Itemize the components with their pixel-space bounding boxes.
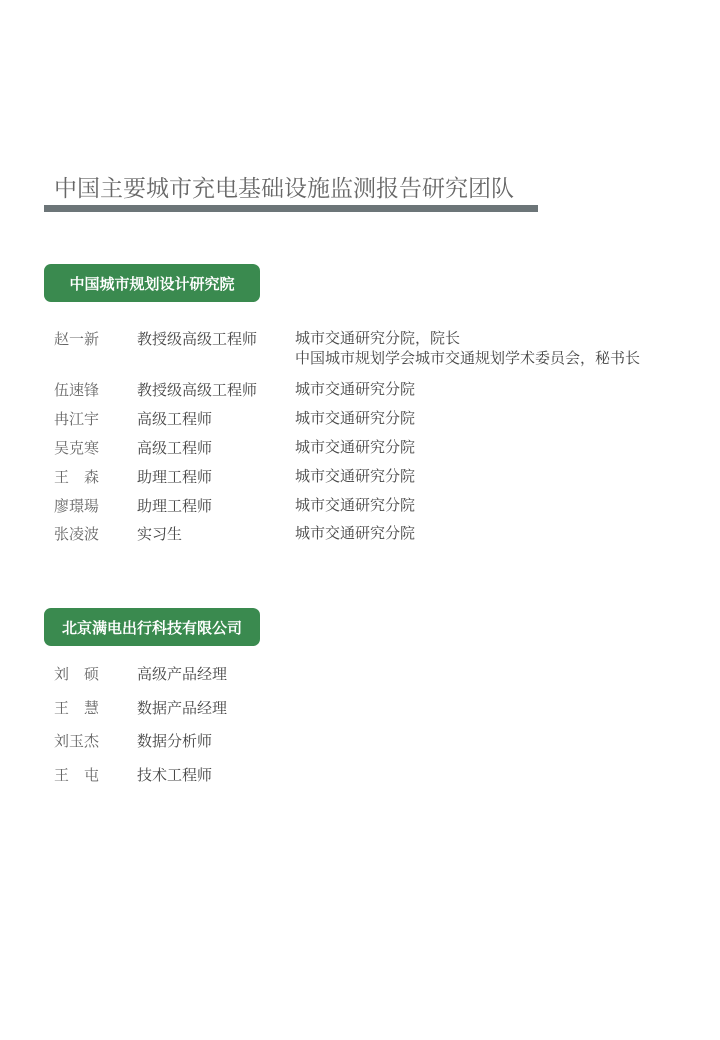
member-name: 冉江宇 (54, 410, 100, 428)
member-unit: 城市交通研究分院 (295, 524, 416, 542)
member-title: 高级产品经理 (137, 665, 228, 683)
member-name: 吴克寒 (54, 439, 100, 457)
member-title: 教授级高级工程师 (137, 381, 258, 399)
member-title: 数据分析师 (137, 732, 213, 750)
member-title: 数据产品经理 (137, 699, 228, 717)
title-underline (44, 205, 538, 212)
member-unit: 城市交通研究分院 (295, 496, 416, 514)
member-name: 赵一新 (54, 330, 100, 348)
member-unit (295, 328, 640, 368)
member-unit-line: 中国城市规划学会城市交通规划学术委员会，秘书长 (295, 349, 641, 367)
org-badge-caupd: 中国城市规划设计研究院 (44, 264, 260, 302)
member-title: 教授级高级工程师 (137, 330, 258, 348)
member-name: 刘玉杰 (54, 732, 100, 750)
member-title: 高级工程师 (137, 439, 213, 457)
member-title: 助理工程师 (137, 468, 213, 486)
member-name: 张凌波 (54, 525, 100, 543)
member-unit: 城市交通研究分院 (295, 467, 416, 485)
member-name: 王 森 (54, 468, 100, 486)
member-name: 王 慧 (54, 699, 100, 717)
member-title: 实习生 (137, 525, 183, 543)
member-name: 王 屯 (54, 766, 100, 784)
member-unit: 城市交通研究分院 (295, 409, 416, 427)
member-unit: 城市交通研究分院 (295, 438, 416, 456)
member-title: 技术工程师 (137, 766, 213, 784)
member-title: 高级工程师 (137, 410, 213, 428)
member-unit-line: 城市交通研究分院，院长 (295, 329, 461, 347)
member-unit: 城市交通研究分院 (295, 380, 416, 398)
member-name: 廖璟瑒 (54, 497, 100, 515)
member-name: 伍速锋 (54, 381, 100, 399)
org-badge-manedian: 北京满电出行科技有限公司 (44, 608, 260, 646)
member-title: 助理工程师 (137, 497, 213, 515)
member-name: 刘 硕 (54, 665, 100, 683)
page-title: 中国主要城市充电基础设施监测报告研究团队 (54, 176, 514, 202)
